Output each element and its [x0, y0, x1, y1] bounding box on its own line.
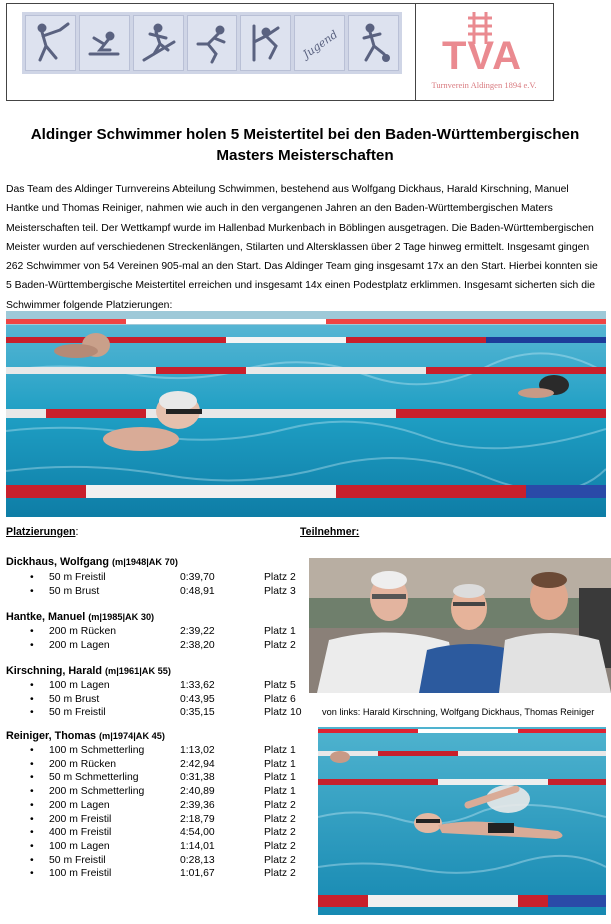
- swimmer-name-text: Hantke, Manuel: [6, 611, 86, 623]
- event-name: 100 m Schmetterling: [49, 745, 145, 756]
- event-name: 100 m Lagen: [49, 680, 110, 691]
- event-place: Platz 1: [264, 745, 296, 756]
- youth-label: Jugend: [300, 27, 340, 61]
- event-time: 1:14,01: [180, 840, 215, 852]
- participants-heading: Teilnehmer:: [300, 526, 360, 538]
- event-place: Platz 1: [264, 758, 296, 770]
- bullet-icon: •: [30, 639, 34, 651]
- event-name: 200 m Lagen: [49, 639, 110, 651]
- bullet-icon: •: [30, 868, 34, 880]
- result-row: [6, 800, 306, 814]
- swimmer-info: (m|1948|AK 70): [111, 557, 178, 567]
- event-place: Platz 1: [264, 786, 296, 798]
- event-name: 200 m Lagen: [49, 799, 110, 811]
- result-row: [6, 694, 306, 708]
- team-photo: [309, 558, 611, 693]
- swimmer-name-text: Reiniger, Thomas: [6, 730, 96, 742]
- event-name: 400 m Freistil: [49, 827, 112, 839]
- event-place: Platz 2: [264, 827, 296, 839]
- event-time: 2:42,94: [180, 758, 215, 770]
- event-time: 0:43,95: [180, 693, 215, 705]
- event-time: 0:48,91: [180, 585, 215, 597]
- bullet-icon: •: [30, 707, 34, 719]
- bullet-icon: •: [30, 772, 34, 784]
- result-row: [6, 680, 306, 694]
- result-row: [6, 868, 306, 882]
- swimmer-info: (m|1961|AK 55): [105, 666, 171, 676]
- event-time: 4:54,00: [180, 827, 215, 839]
- swimmer-name-text: Dickhaus, Wolfgang: [6, 556, 109, 568]
- event-place: Platz 2: [264, 572, 296, 583]
- event-time: 1:01,67: [180, 868, 215, 880]
- result-row: [6, 626, 306, 640]
- swimmer-name: [6, 730, 165, 742]
- article-body: Das Team des Aldinger Turnvereins Abteilung Schwimmen, bestehend aus Wolfgang Dickhaus, Harald Kirschning, Manuel Hantke und Thomas Reiniger, nahmen wie auch in den vergangenen Jahren an den Baden-Württembergischen Maters Meisterschaften teil. Der Wettkampf wurde im Hallenbad Murkenbach in Böblingen ausgetragen. Die Baden-Württembergischen Meister wurden auf verschiedenen Streckenlängen, Stilarten und Altersklassen über 2 Tage hinweg ermittelt. Insgesamt gingen 262 Schwimmer von 54 Vereinen 905-mal an den Start. Das Aldinger Team ging insgesamt 17x an den Start. Hierbei konnten sie 5 Baden-Württembergische Meistertitel erreichen und insgesamt 14x einen Podestplatz erklimmen. Insgesamt sicherten sich die Schwimmer folgende Platzierungen:: [6, 184, 598, 311]
- event-time: 2:39,36: [180, 799, 215, 811]
- bullet-icon: •: [30, 786, 34, 798]
- event-time: 0:39,70: [180, 572, 215, 583]
- event-name: 100 m Lagen: [49, 840, 110, 852]
- swimmer-name: [6, 665, 171, 677]
- event-time: 1:33,62: [180, 680, 215, 691]
- swimmer-name-text: Kirschning, Harald: [6, 665, 102, 677]
- result-row: [6, 707, 306, 721]
- event-name: 50 m Freistil: [49, 707, 106, 719]
- event-name: 200 m Rücken: [49, 758, 116, 770]
- event-time: 2:39,22: [180, 626, 215, 637]
- photo-caption: von links: Harald Kirschning, Wolfgang Dickhaus, Thomas Reiniger: [322, 707, 595, 717]
- bullet-icon: •: [30, 680, 34, 691]
- event-name: 200 m Freistil: [49, 813, 112, 825]
- event-name: 50 m Freistil: [49, 854, 106, 866]
- event-time: 2:18,79: [180, 813, 215, 825]
- event-place: Platz 2: [264, 799, 296, 811]
- backstroke-photo: [318, 727, 606, 915]
- event-name: 50 m Brust: [49, 585, 100, 597]
- event-place: Platz 2: [264, 639, 296, 651]
- result-row: [6, 786, 306, 800]
- result-row: [6, 572, 306, 586]
- event-place: Platz 1: [264, 626, 296, 637]
- event-time: 0:35,15: [180, 707, 215, 719]
- club-logo-text: TVA: [441, 34, 523, 78]
- event-place: Platz 2: [264, 840, 296, 852]
- result-row: [6, 759, 306, 773]
- result-row: [6, 586, 306, 600]
- bullet-icon: •: [30, 854, 34, 866]
- soccer-icon: [348, 15, 399, 71]
- bullet-icon: •: [30, 745, 34, 756]
- placements-heading: Platzierungen: [6, 526, 76, 538]
- event-time: 0:28,13: [180, 854, 215, 866]
- event-place: Platz 5: [264, 680, 296, 691]
- bullet-icon: •: [30, 585, 34, 597]
- swimmer-info: (m|1985|AK 30): [88, 612, 155, 622]
- bullet-icon: •: [30, 572, 34, 583]
- event-time: 0:31,38: [180, 772, 215, 784]
- swimmer-name: [6, 556, 178, 568]
- result-row: [6, 841, 306, 855]
- event-name: 50 m Schmetterling: [49, 772, 139, 784]
- event-place: Platz 2: [264, 813, 296, 825]
- event-name: 50 m Freistil: [49, 572, 106, 583]
- article-title: Aldinger Schwimmer holen 5 Meistertitel bei den Baden-Württembergischen Masters Meisterschaften: [30, 126, 580, 164]
- event-name: 200 m Schmetterling: [49, 786, 145, 798]
- event-time: 2:40,89: [180, 786, 215, 798]
- event-time: 1:13,02: [180, 745, 215, 756]
- swimmer-info: (m|1974|AK 45): [99, 731, 165, 741]
- event-place: Platz 2: [264, 854, 296, 866]
- swimmer-name: [6, 611, 154, 623]
- bullet-icon: •: [30, 813, 34, 825]
- bullet-icon: •: [30, 799, 34, 811]
- club-name: Turnverein Aldingen 1894 e.V.: [431, 80, 537, 90]
- result-row: [6, 814, 306, 828]
- event-name: 100 m Freistil: [49, 868, 112, 880]
- result-row: [6, 745, 306, 759]
- event-place: Platz 6: [264, 693, 296, 705]
- event-place: Platz 3: [264, 585, 296, 597]
- placements-heading-colon: :: [75, 526, 79, 538]
- bullet-icon: •: [30, 626, 34, 637]
- event-name: 50 m Brust: [49, 693, 100, 705]
- bullet-icon: •: [30, 827, 34, 839]
- bullet-icon: •: [30, 758, 34, 770]
- event-place: Platz 10: [264, 707, 302, 719]
- result-row: [6, 827, 306, 841]
- header-divider: [415, 3, 416, 101]
- result-row: [6, 855, 306, 869]
- bullet-icon: •: [30, 840, 34, 852]
- result-row: [6, 640, 306, 654]
- bullet-icon: •: [30, 693, 34, 705]
- result-row: [6, 772, 306, 786]
- event-place: Platz 2: [264, 868, 296, 880]
- event-place: Platz 1: [264, 772, 296, 784]
- event-name: 200 m Rücken: [49, 626, 116, 637]
- results-list: [6, 0, 306, 924]
- event-time: 2:38,20: [180, 639, 215, 651]
